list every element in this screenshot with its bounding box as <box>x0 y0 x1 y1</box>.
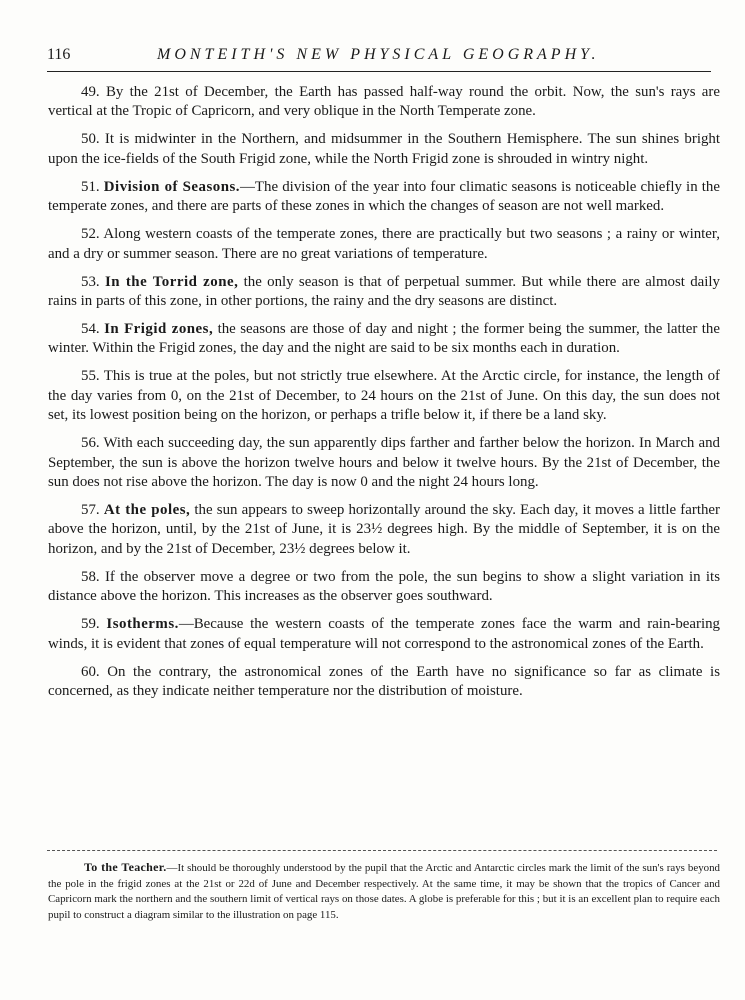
page-header <box>47 46 711 68</box>
paragraph-text: —Because the western coasts of the temperate zones face the warm and rain-bearing winds, it is evident that zones of equal temperature will not correspond to the astronomical zones of the Earth. <box>48 616 720 652</box>
body-text <box>48 83 720 710</box>
header-rule <box>47 71 711 72</box>
paragraph-text: the only season is that of perpetual summer. But while there are almost daily rains in parts of this zone, in other portions, the rainy and the dry seasons are distinct. <box>48 273 720 310</box>
paragraph-heading: In the Torrid zone, <box>104 273 239 290</box>
paragraph-number: 55. <box>81 368 100 385</box>
paragraph-54 <box>48 320 720 359</box>
paragraph-heading: At the poles, <box>103 502 191 519</box>
page-number: 116 <box>47 46 71 63</box>
paragraph-number: 58. <box>81 568 100 585</box>
paragraph-text: —The division of the year into four climatic seasons is noticeable chiefly in the temperate zones, and there are parts of these zones in which the changes of season are not well marked. <box>48 178 720 215</box>
paragraph-text: By the 21st of December, the Earth has passed half-way round the orbit. Now, the sun's rays are vertical at the Tropic of Capricorn, and very oblique in the North Temperate zone. <box>48 84 720 120</box>
paragraph-number: 50. <box>81 131 100 148</box>
paragraph-50 <box>48 130 720 169</box>
teacher-note-heading: To the Teacher. <box>84 860 167 874</box>
paragraph-56 <box>48 434 720 492</box>
paragraph-55 <box>48 367 720 425</box>
paragraph-number: 53. <box>81 273 100 290</box>
paragraph-number: 49. <box>81 84 100 100</box>
paragraph-text: the sun appears to sweep horizontally around the sky. Each day, it moves a little farther above the horizon, until, by the 21st of June, it is 23½ degrees high. By the middle of September, it is on the horizon, and by the 21st of December, 23½ degrees below it. <box>48 502 720 557</box>
paragraph-heading: In Frigid zones, <box>104 321 214 338</box>
teacher-note-text: —It should be thoroughly understood by the pupil that the Arctic and Antarctic circles mark the limit of the sun's rays beyond the pole in the frigid zones at the 21st or 22d of June and December respectively. At the same time, it may be shown that the tropics of Cancer and Capricorn mark the northern and the southern limit of vertical rays on those dates. A globe is preferable for this ; but it is an excellent plan to require each pupil to construct a diagram similar to the illustration on page 115. <box>48 862 720 921</box>
paragraph-text: On the contrary, the astronomical zones of the Earth have no significance so far as climate is concerned, as they indicate neither temperature nor the distribution of moisture. <box>48 663 720 700</box>
paragraph-number: 57. <box>81 502 100 519</box>
paragraph-text: If the observer move a degree or two from the pole, the sun begins to show a slight variation in its distance above the horizon. This increases as the observer goes southward. <box>48 568 720 605</box>
paragraph-number: 51. <box>81 178 100 195</box>
teacher-note <box>48 860 720 923</box>
paragraph-number: 60. <box>81 663 100 680</box>
paragraph-52 <box>48 225 720 264</box>
paragraph-text: the seasons are those of day and night ; the former being the summer, the latter the winter. Within the Frigid zones, the day and the night are said to be six months each in duration. <box>48 321 720 357</box>
paragraph-heading: Division of Seasons. <box>103 178 241 195</box>
paragraph-51 <box>48 178 720 217</box>
paragraph-58 <box>48 568 720 607</box>
running-title: MONTEITH'S NEW PHYSICAL GEOGRAPHY. <box>157 46 600 63</box>
paragraph-number: 59. <box>81 616 100 633</box>
paragraph-number: 56. <box>81 435 100 452</box>
paragraph-59 <box>48 615 720 654</box>
paragraph-53 <box>48 273 720 312</box>
paragraph-number: 52. <box>81 226 100 243</box>
paragraph-heading: Isotherms. <box>106 616 179 633</box>
footnote-rule <box>47 850 717 851</box>
paragraph-number: 54. <box>81 321 100 338</box>
paragraph-49 <box>48 83 720 122</box>
paragraph-text: With each succeeding day, the sun apparently dips farther and farther below the horizon. In March and September, the sun is above the horizon twelve hours and below it twelve hours. By the 21st of December, the sun does not rise above the horizon. The day is now 0 and the night 24 hours long. <box>48 435 720 491</box>
teacher-note-paragraph <box>48 860 720 923</box>
paragraph-text: It is midwinter in the Northern, and midsummer in the Southern Hemisphere. The sun shines bright upon the ice-fields of the South Frigid zone, while the North Frigid zone is shrouded in wintry night. <box>48 131 720 167</box>
paragraph-60 <box>48 663 720 702</box>
paragraph-text: Along western coasts of the temperate zones, there are practically but two seasons ; a rainy or winter, and a dry or summer season. There are no great variations of temperature. <box>48 226 721 262</box>
paragraph-57 <box>48 501 720 559</box>
paragraph-text: This is true at the poles, but not strictly true elsewhere. At the Arctic circle, for instance, the length of the day varies from 0, on the 21st of December, to 24 hours on the 21st of June. On this day, the sun does not set, its lowest position being on the horizon, or perhaps a trifle below it, if there be a land sky. <box>48 368 720 424</box>
